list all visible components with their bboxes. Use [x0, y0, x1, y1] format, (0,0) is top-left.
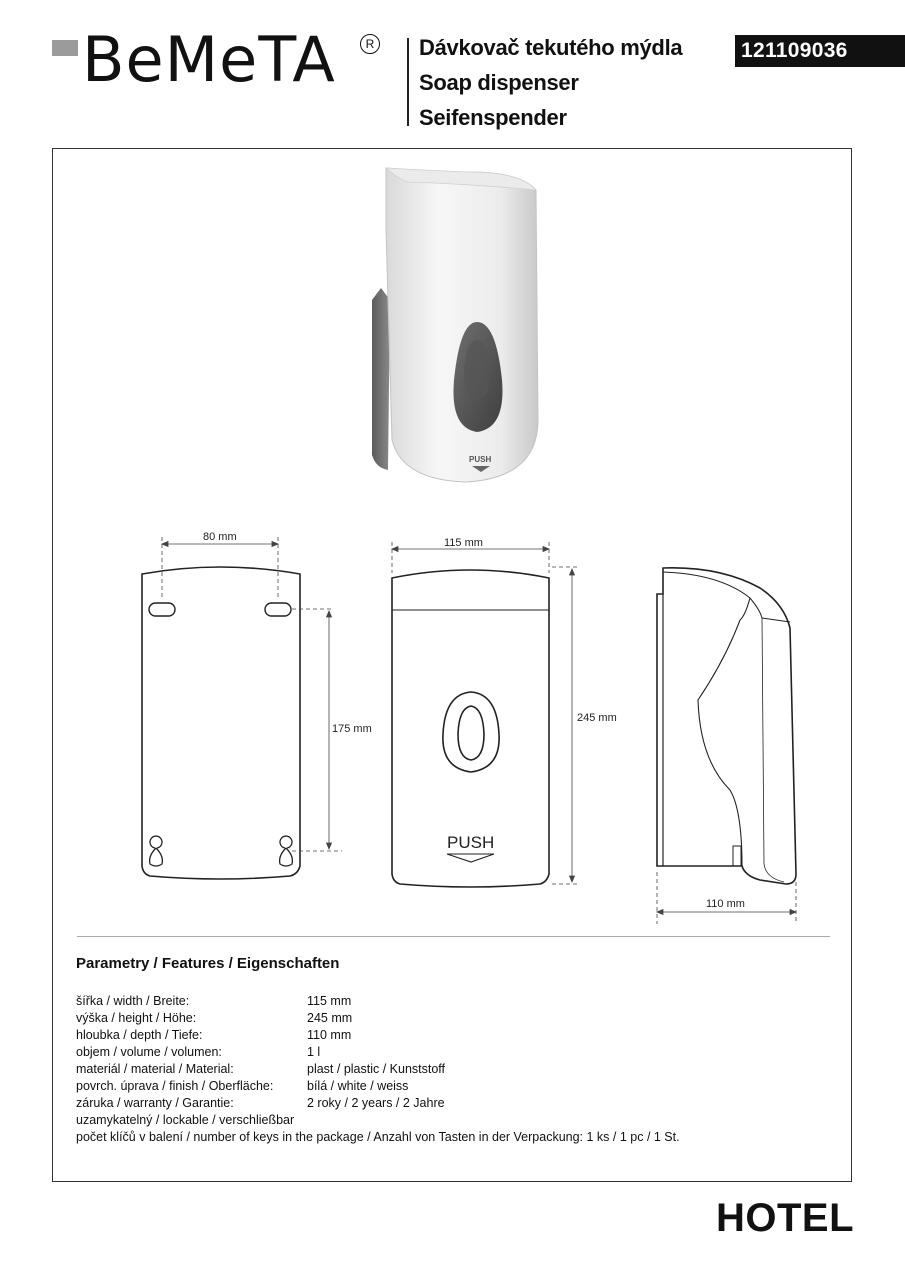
- feature-value: 245 mm: [307, 1011, 353, 1025]
- photo-push-label: PUSH: [469, 455, 492, 464]
- dim-hole-spacing: 80 mm: [203, 531, 237, 543]
- feature-label: povrch. úprava / finish / Oberfläche:: [76, 1079, 274, 1093]
- feature-label: objem / volume / volumen:: [76, 1045, 222, 1059]
- registered-mark: R: [360, 34, 380, 54]
- side-view-drawing: [657, 568, 796, 884]
- category-label: HOTEL: [716, 1196, 855, 1240]
- dim-depth: 110 mm: [706, 898, 745, 910]
- feature-label: materiál / material / Material:: [76, 1062, 234, 1076]
- feature-label: uzamykatelný / lockable / verschließbar: [76, 1113, 295, 1127]
- feature-label: záruka / warranty / Garantie:: [76, 1096, 234, 1110]
- dim-height: 245 mm: [577, 712, 617, 724]
- feature-value: 115 mm: [307, 994, 352, 1008]
- feature-label: hloubka / depth / Tiefe:: [76, 1028, 203, 1042]
- title-english: Soap dispenser: [419, 70, 579, 95]
- feature-label: počet klíčů v balení / number of keys in the package / Anzahl von Tasten in der Verpackung: 1 ks / 1 pc / 1 St.: [76, 1130, 680, 1144]
- feature-value: 1 l: [307, 1045, 321, 1059]
- feature-value: plast / plastic / Kunststoff: [307, 1062, 446, 1076]
- features-heading: Parametry / Features / Eigenschaften: [76, 955, 340, 972]
- dim-hole-vertical: 175 mm: [332, 723, 372, 735]
- feature-value: bílá / white / weiss: [307, 1079, 409, 1093]
- back-view-dimensions: [162, 537, 342, 851]
- title-czech: Dávkovač tekutého mýdla: [419, 35, 683, 60]
- feature-label: šířka / width / Breite:: [76, 994, 190, 1008]
- front-push-label: PUSH: [447, 833, 495, 852]
- feature-value: 2 roky / 2 years / 2 Jahre: [307, 1096, 445, 1110]
- title-german: Seifenspender: [419, 105, 567, 130]
- dim-width: 115 mm: [444, 537, 483, 549]
- back-view-drawing: [142, 567, 300, 879]
- brand-logo: BeMeTA: [82, 23, 336, 96]
- product-code: 121109036: [735, 35, 905, 67]
- feature-value: 110 mm: [307, 1028, 352, 1042]
- product-photo: [372, 168, 538, 482]
- feature-label: výška / height / Höhe:: [76, 1011, 197, 1025]
- features-divider: [77, 936, 830, 937]
